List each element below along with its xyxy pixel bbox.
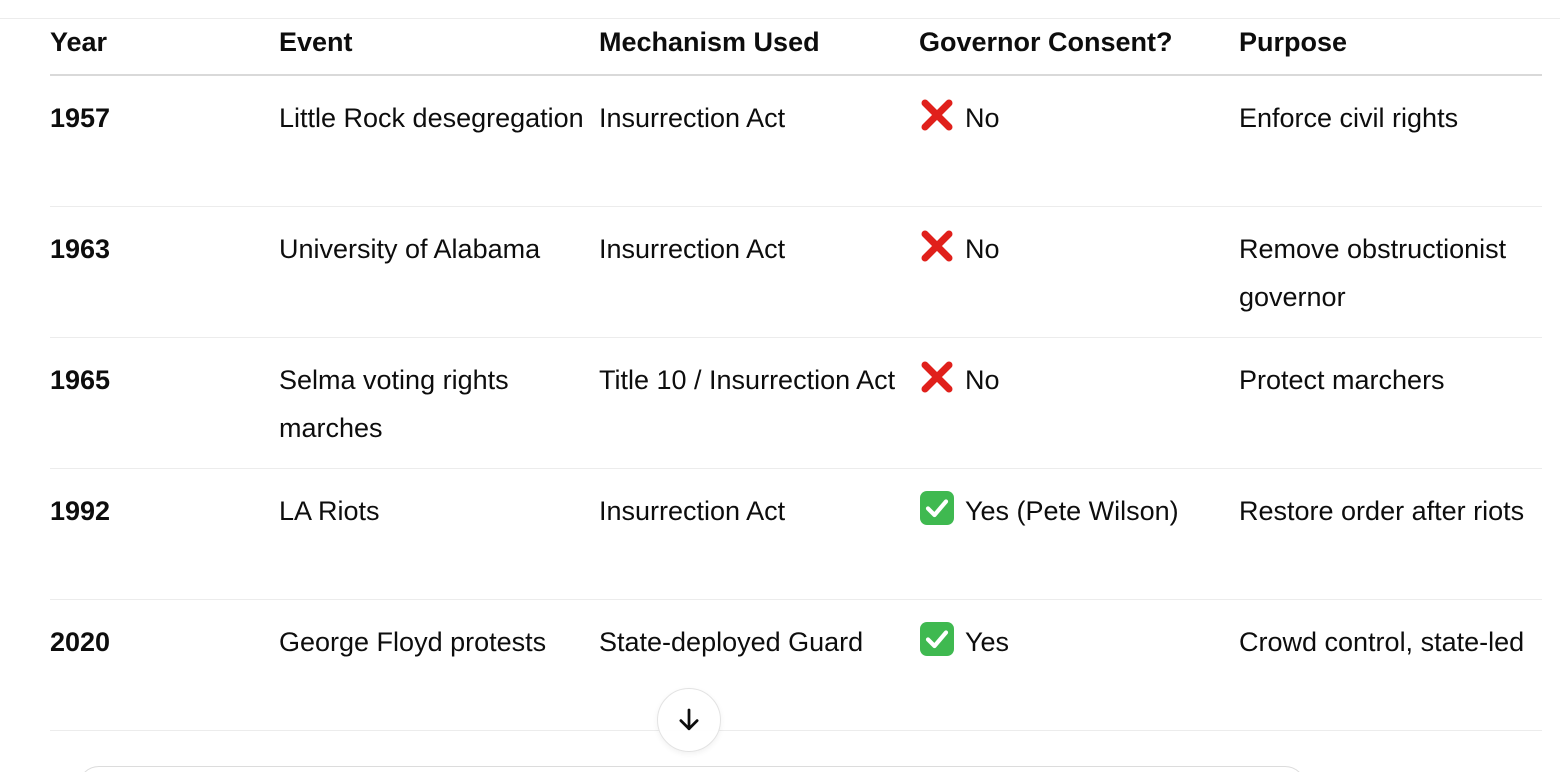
scroll-to-bottom-button[interactable] — [657, 688, 721, 752]
consent-text: No — [965, 365, 1000, 395]
cell-year: 1963 — [50, 207, 279, 338]
cell-year: 1957 — [50, 75, 279, 207]
header-purpose: Purpose — [1239, 22, 1542, 75]
cell-consent — [919, 207, 1239, 338]
cell-event: University of Alabama — [279, 207, 599, 338]
cell-consent — [919, 469, 1239, 600]
consent-text: No — [965, 234, 1000, 264]
cell-mechanism: Insurrection Act — [599, 207, 919, 338]
consent-text: Yes (Pete Wilson) — [965, 496, 1179, 526]
cell-consent — [919, 600, 1239, 731]
cell-mechanism: Title 10 / Insurrection Act — [599, 338, 919, 469]
cell-event: Selma voting rights marches — [279, 338, 599, 469]
deployment-history-table — [50, 22, 1542, 731]
table-header-row — [50, 22, 1542, 75]
cell-year: 1965 — [50, 338, 279, 469]
cell-purpose: Restore order after riots — [1239, 469, 1542, 600]
cell-purpose: Enforce civil rights — [1239, 75, 1542, 207]
cell-purpose: Remove obstructionist governor — [1239, 207, 1542, 338]
cell-mechanism: Insurrection Act — [599, 469, 919, 600]
message-composer[interactable] — [78, 766, 1306, 772]
table-row — [50, 600, 1542, 731]
cell-mechanism: State-deployed Guard — [599, 600, 919, 731]
header-consent: Governor Consent? — [919, 22, 1239, 75]
red-x-icon — [919, 228, 955, 264]
green-check-icon — [919, 621, 955, 657]
cell-consent — [919, 75, 1239, 207]
cell-year: 2020 — [50, 600, 279, 731]
red-x-icon — [919, 359, 955, 395]
arrow-down-icon — [674, 705, 704, 735]
table-row — [50, 75, 1542, 207]
cell-event: LA Riots — [279, 469, 599, 600]
consent-text: No — [965, 103, 1000, 133]
cell-event: Little Rock desegregation — [279, 75, 599, 207]
table-body — [50, 75, 1542, 731]
red-x-icon — [919, 97, 955, 133]
table-header — [50, 22, 1542, 75]
cell-purpose: Crowd control, state-led — [1239, 600, 1542, 731]
header-year: Year — [50, 22, 279, 75]
header-mechanism: Mechanism Used — [599, 22, 919, 75]
cell-mechanism: Insurrection Act — [599, 75, 919, 207]
table-row — [50, 469, 1542, 600]
markdown-table-container — [50, 22, 1542, 731]
cell-purpose: Protect marchers — [1239, 338, 1542, 469]
top-divider — [0, 18, 1560, 19]
cell-year: 1992 — [50, 469, 279, 600]
header-event: Event — [279, 22, 599, 75]
cell-consent — [919, 338, 1239, 469]
cell-event: George Floyd protests — [279, 600, 599, 731]
table-row — [50, 207, 1542, 338]
consent-text: Yes — [965, 627, 1010, 657]
green-check-icon — [919, 490, 955, 526]
table-row — [50, 338, 1542, 469]
